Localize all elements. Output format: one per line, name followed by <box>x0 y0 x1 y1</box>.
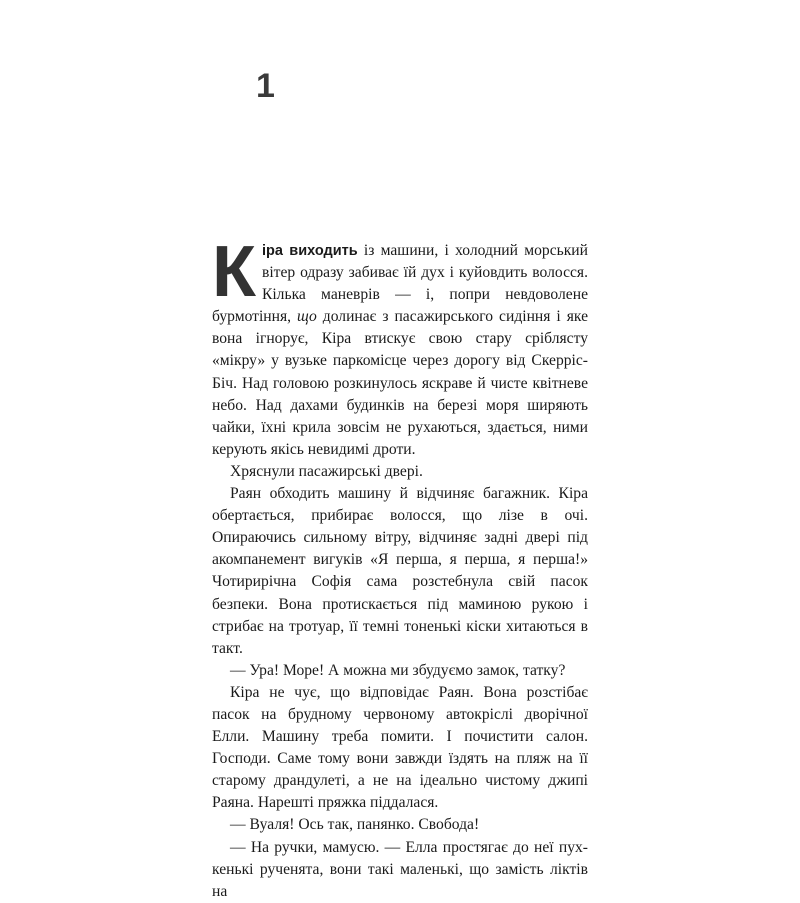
drop-cap: К <box>212 232 256 312</box>
paragraph-1-text-b: долинає з пасажирського сидіння і яке вона ігнорує, Кіра втискує свою стару сріблясту «мікру» у вузьке паркомісце через дорогу від Скерріс-Біч. Над головою розкинулось яскраве й чисте квітневе небо. Над дахами будинків на березі моря ширяють чайки, їхні крила зовсім не рухаються, здається, ними керують якісь невидимі дроти. <box>212 308 588 458</box>
paragraph-2: Хряснули пасажирські двері. <box>230 462 423 480</box>
dialogue-line: — На ручки, мамусю. — Елла простягає до неї пухкенькі рученята, вони такі маленькі, що замість ліктів на <box>212 838 588 900</box>
dialogue-line: — Ура! Море! А можна ми збудуємо замок, татку? <box>230 661 566 679</box>
paragraph-1 <box>212 232 589 461</box>
paragraph-1-italic: що <box>297 308 317 326</box>
paragraph-3: Раян обходить машину й відчиняє багажник. Кіра обертається, прибирає волосся, що лізе в очі. Опираючись сильному вітру, відчиняє задні двері під акомпанемент вигуків «Я перша, я перша, я перша!» Чотирирічна Софія сама розстебнула свій пасок безпеки. Вона протискається під маминою рукою і стрибає на тротуар, її темні тоненькі кіски хитаються в такт. <box>212 485 588 657</box>
lead-in-bold: іра виходить <box>261 243 358 259</box>
dialogue-line: — Вуаля! Ось так, панянко. Свобода! <box>230 816 480 834</box>
body-text <box>212 232 589 903</box>
paragraph-1-text-a: із машини, і холодний морський вітер одразу забиває їй дух і куйовдить волосся. Кілька маневрів — і, попри невдоволене бурмотіння, <box>212 242 589 326</box>
chapter-number: 1 <box>256 67 275 105</box>
paragraph-5: Кіра не чує, що відповідає Раян. Вона розстібає пасок на брудному червоному автокріслі дворічної Елли. Машину треба помити. І почистити салон. Господи. Саме тому вони завжди їздять на пляж на її старому драндулеті, а не на ідеально чистому джипі Раяна. Нарешті пряжка піддалася. <box>212 683 588 812</box>
